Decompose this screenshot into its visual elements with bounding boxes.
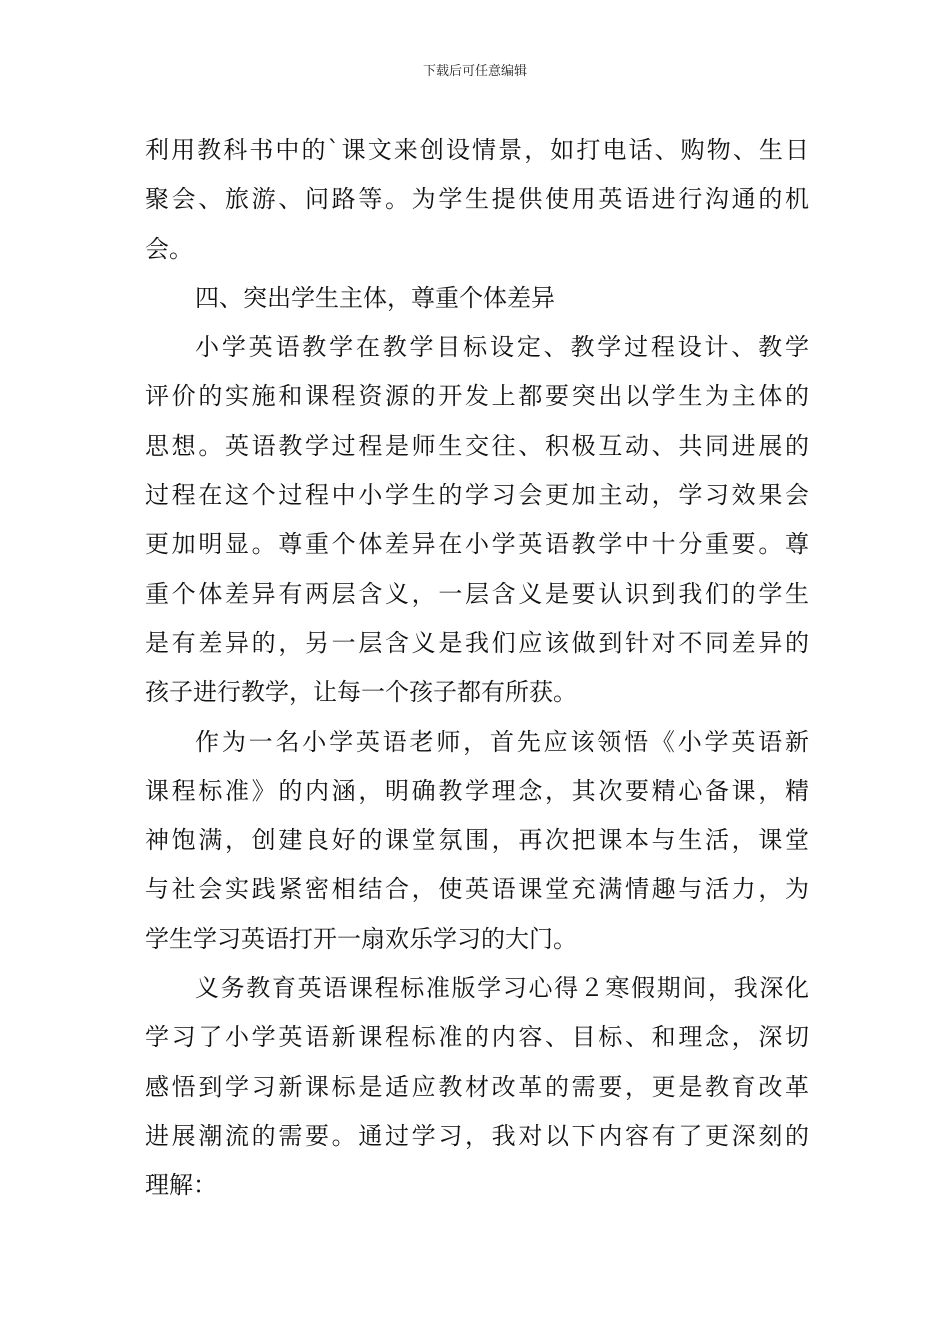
text-line: 义务教育英语课程标准版学习心得２寒假期间，我深化 — [195, 974, 809, 1003]
document-body — [145, 126, 809, 1211]
text-line: 是有差异的，另一层含义是我们应该做到针对不同差异的 — [145, 628, 809, 657]
text-line: 学生学习英语打开一扇欢乐学习的大门。 — [145, 924, 577, 953]
text-line: 更加明显。尊重个体差异在小学英语教学中十分重要。尊 — [145, 530, 809, 559]
text-line: 思想。英语教学过程是师生交往、积极互动、共同进展的 — [145, 431, 809, 460]
text-line: 孩子进行教学，让每一个孩子都有所获。 — [145, 678, 577, 707]
text-line: 重个体差异有两层含义，一层含义是要认识到我们的学生 — [145, 579, 809, 608]
text-line: 课程标准》的内涵，明确教学理念，其次要精心备课，精 — [145, 776, 809, 805]
section-heading: 四、突出学生主体，尊重个体差异 — [195, 283, 555, 312]
text-line: 感悟到学习新课标是适应教材改革的需要，更是教育改革 — [145, 1072, 809, 1101]
text-line: 与社会实践紧密相结合，使英语课堂充满情趣与活力，为 — [145, 875, 809, 904]
text-line: 会。 — [145, 234, 193, 263]
text-line: 学习了小学英语新课程标准的内容、目标、和理念，深切 — [145, 1023, 809, 1052]
text-line: 神饱满，创建良好的课堂氛围，再次把课本与生活，课堂 — [145, 826, 809, 855]
text-line: 利用教科书中的`课文来创设情景，如打电话、购物、生日 — [145, 136, 809, 164]
text-line: 小学英语教学在教学目标设定、教学过程设计、教学 — [195, 333, 809, 362]
text-line: 评价的实施和课程资源的开发上都要突出以学生为主体的 — [145, 382, 809, 411]
text-line: 聚会、旅游、问路等。为学生提供使用英语进行沟通的机 — [145, 185, 809, 214]
text-line: 进展潮流的需要。通过学习，我对以下内容有了更深刻的 — [145, 1121, 809, 1150]
text-line: 作为一名小学英语老师，首先应该领悟《小学英语新 — [195, 727, 809, 756]
text-line: 过程在这个过程中小学生的学习会更加主动，学习效果会 — [145, 481, 809, 510]
text-line: 理解： — [145, 1171, 217, 1200]
page-header: 下载后可任意编辑 — [422, 64, 527, 79]
